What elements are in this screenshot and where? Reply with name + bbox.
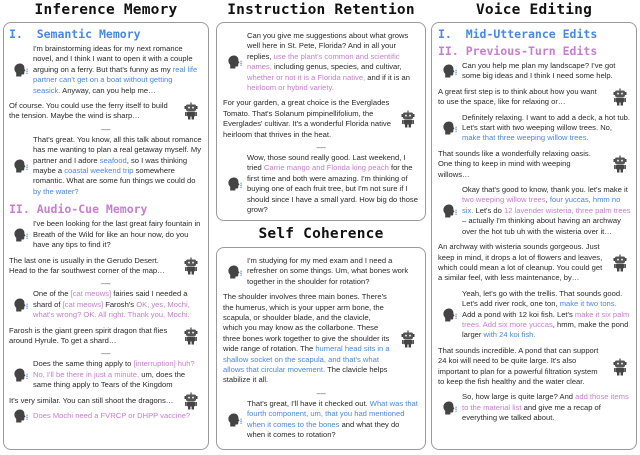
highlighted-text: humeral head sits in a shallow socket on the scapula, and that's what allows that circular movement. <box>223 344 390 375</box>
turn-text: The clavicle helps stabilize it all. <box>223 365 388 385</box>
turn-text: It's very similar. You can still shoot the dragons… <box>9 395 174 405</box>
turn-text: Of course. You could use the ferry itself to build the tension. Maybe the wind is sharp… <box>9 101 168 121</box>
highlighted-text: 12 lavender wisteria, three palm trees <box>503 205 631 215</box>
user-turn <box>9 411 202 421</box>
turn-text: Can you give me suggestions about what grows well here in St. Pete, Florida? And in all your replies, <box>247 31 409 61</box>
turn-text: Okay that's good to know, thank you. let's make it <box>462 185 628 195</box>
robot-icon <box>182 392 200 410</box>
highlighted-text: Does Mochi need a FVRCP or DHPP vaccine? <box>33 410 191 420</box>
robot-icon <box>399 110 417 128</box>
speaking-head-icon <box>440 306 458 324</box>
turn-text: Wow, those sound really good. Last weekend, I tried <box>247 153 406 173</box>
turn-text: fairies said I needed a shard of <box>33 289 188 309</box>
turn-text: Anyway, can you help me… <box>60 85 156 95</box>
turn-text: and if it is an <box>365 72 410 82</box>
highlighted-text: use the plant's common and scientific names, <box>247 51 400 72</box>
user-turn <box>9 135 202 197</box>
speaking-head-icon <box>440 119 458 137</box>
semantic-memory-heading: I. Semantic Memory <box>9 27 141 41</box>
speaking-head-icon <box>11 296 29 314</box>
user-turn <box>9 219 202 250</box>
highlighted-text: heirloom or hybrid variety. <box>247 83 334 93</box>
turn-separator: ----- <box>316 145 326 153</box>
audio-cue-memory-heading: II. Audio-Cue Memory <box>9 202 148 217</box>
robot-icon <box>182 102 200 120</box>
assistant-turn <box>438 87 631 108</box>
speaking-head-icon <box>11 407 29 425</box>
turn-text: That's great. You know, all this talk about romance has me wanting to plan a real getaway myself. My partner and I adore <box>33 134 202 165</box>
robot-icon <box>399 330 417 348</box>
turn-text: The shoulder involves three main bones. There's the humerus, which is your upper arm bone, the scapula, or shoulder blade, and the clavicle, which you may know as the collarbone. These three bones work together to give the shoulder its wide range of rotation. The <box>223 292 390 354</box>
turn-separator: ----- <box>100 351 111 359</box>
turn-text: An archway with wisteria sounds gorgeous. Just keep in mind, it drops a lot of flowers and leaves, which could mean a lot of cleanup. You could get a similar feel, with less maintenance, by… <box>438 242 603 283</box>
inference-memory-title: Inference Memory <box>34 2 178 18</box>
turn-text: That sounds incredible. A pond that can support 24 koi will need to be quite large. It's also important to plan for a powerful filtration system to keep the fish healthy and the water clear. <box>438 345 599 386</box>
speaking-head-icon <box>225 53 243 71</box>
user-turn <box>223 399 419 441</box>
turn-text: , so I was thinking maybe a <box>33 155 188 176</box>
turn-text: , <box>545 195 550 205</box>
turn-text: I've been looking for the last great fairy fountain in Breath of the Wild for like an hour now, do you have any tips to find it? <box>33 219 201 250</box>
robot-icon <box>182 257 200 275</box>
turn-text: and what they do when it comes to rotation? <box>247 419 400 440</box>
turn-text: – actually I'm thinking about having an archway over the hot tub uh with the wisteria over it… <box>462 216 621 236</box>
turn-text: um, does the same thing apply to Tears of the Kingdom <box>33 369 186 390</box>
highlighted-text: OK, yes, Mochi, what's wrong? OK. All right. Thank you, Mochi. <box>33 299 190 320</box>
user-turn <box>9 44 202 96</box>
turn-text: Farosh's <box>103 299 137 309</box>
self-coherence-title: Self Coherence <box>258 226 384 242</box>
highlighted-text: [interruption] huh? No, I'll be there in just a minute, <box>33 359 195 379</box>
speaking-head-icon <box>440 202 458 220</box>
robot-icon <box>611 88 629 106</box>
highlighted-text: make it six palm trees. Add six more yuccas <box>462 309 630 329</box>
highlighted-text: four yuccas, hmm no six. <box>462 195 621 215</box>
speaking-head-icon <box>440 62 458 80</box>
highlighted-text: What was that fourth component, um, that you had mentioned when it comes to the bones <box>247 398 418 429</box>
highlighted-text: two weeping willow trees <box>462 195 546 205</box>
user-turn <box>438 289 631 341</box>
assistant-turn <box>9 101 202 122</box>
assistant-turn <box>223 292 419 386</box>
mid-utterance-edits-heading: I. Mid-Utterance Edits <box>438 27 598 41</box>
turn-text: For your garden, a great choice is the Everglades Tomato. That's Solanum pimpinellifolium, the Everglades' cultivar. It's a wonderful Florida native heirloom that thrives in the heat. <box>223 98 391 139</box>
turn-separator: ----- <box>100 281 111 289</box>
turn-text: Add a pond with 12 koi fish. Let's <box>462 309 575 319</box>
turn-text: Let's do <box>473 205 504 215</box>
assistant-turn <box>9 326 202 347</box>
turn-text: Definitely relaxing. I want to add a deck, a hot tub. Let's start with two weeping willow trees. No, <box>462 112 631 133</box>
user-turn <box>223 31 419 93</box>
user-turn <box>223 256 419 287</box>
turn-text: Farosh is the giant green spirit dragon that flies around Hyrule. To get a shard… <box>9 325 168 345</box>
highlighted-text: [cat meows] <box>62 299 104 309</box>
user-turn <box>438 113 631 144</box>
speaking-head-icon <box>225 411 243 429</box>
highlighted-text: [cat meows] <box>70 289 112 299</box>
assistant-turn <box>9 396 202 406</box>
voice-editing-title: Voice Editing <box>475 2 593 18</box>
speaking-head-icon <box>11 226 29 244</box>
highlighted-text: with 24 koi fish. <box>483 330 536 340</box>
turn-text: So, how large is quite large? And <box>462 392 576 402</box>
turn-text: I'm studying for my med exam and I need a refresher on some things. Um, what bones work together in the shoulder for rotation? <box>247 256 409 286</box>
turn-text: The last one is usually in the Gerudo Desert. Head to the far southwest corner of the map… <box>9 255 165 275</box>
highlighted-text: real life partner can't get on a boat without getting seasick. <box>33 64 198 95</box>
highlighted-text: make it two tons. <box>559 299 617 309</box>
turn-text: That sounds like a wonderfully relaxing oasis. One thing to keep in mind with weeping willows… <box>438 148 591 179</box>
previous-turn-edits-heading: II. Previous-Turn Edits <box>438 44 598 58</box>
highlighted-text: make that three weeping willow trees. <box>462 133 589 143</box>
highlighted-text: by the water? <box>33 186 79 196</box>
assistant-turn <box>9 256 202 277</box>
highlighted-text: seafood <box>99 155 127 165</box>
speaking-head-icon <box>11 157 29 175</box>
highlighted-text: Carrie mango and Florida king peach <box>263 163 389 173</box>
instruction-retention-title: Instruction Retention <box>227 2 415 18</box>
voice-editing-panel <box>431 22 637 450</box>
turn-text: A great first step is to think about how you want to use the space, like for relaxing or… <box>438 86 597 107</box>
turn-text: Can you help me plan my landscape? I've got some big ideas and I think I need some help. <box>462 61 616 81</box>
assistant-turn <box>438 346 631 388</box>
user-turn <box>438 185 631 237</box>
user-turn <box>9 359 202 390</box>
highlighted-text: add those items to the material list <box>462 392 629 412</box>
turn-text: One of the <box>33 289 71 299</box>
robot-icon <box>611 358 629 376</box>
robot-icon <box>182 327 200 345</box>
speaking-head-icon <box>11 61 29 79</box>
turn-text: including genus, species, and cultivar, <box>271 62 402 72</box>
turn-text: for the first time and both were amazing. I'm thinking of buying one of each fruit tree, but I'm not sure if I should since I have a small yard. How big do those grow? <box>247 163 418 215</box>
instruction-retention-panel <box>216 22 426 221</box>
turn-text: and give me a recap of everything we talked about. <box>462 402 601 423</box>
speaking-head-icon <box>225 175 243 193</box>
turn-separator: ----- <box>316 390 326 398</box>
user-turn <box>438 61 631 82</box>
speaking-head-icon <box>440 399 458 417</box>
speaking-head-icon <box>11 366 29 384</box>
user-turn <box>223 153 419 215</box>
assistant-turn <box>223 98 419 140</box>
turn-separator: ----- <box>100 126 111 134</box>
turn-text: I'm brainstorming ideas for my next romance novel, and I think I want to open it with a couple arguing on a ferry. But that's funny as my <box>33 44 193 74</box>
turn-text: Yeah, let's go with the trellis. That sounds good. Let's add river rock, one ton, <box>462 288 623 309</box>
assistant-turn <box>438 242 631 284</box>
turn-text: , hmm, make the pond larger <box>462 319 629 340</box>
user-turn <box>438 392 631 423</box>
assistant-turn <box>438 149 631 180</box>
speaking-head-icon <box>225 263 243 281</box>
robot-icon <box>611 155 629 173</box>
self-coherence-panel <box>216 247 426 450</box>
inference-memory-panel <box>3 22 209 450</box>
turn-text: somewhere romantic. What are some fun things we could do <box>33 166 196 186</box>
user-turn <box>9 289 202 320</box>
highlighted-text: coastal weekend trip <box>64 166 134 176</box>
robot-icon <box>611 254 629 272</box>
turn-text: Does the same thing apply to <box>33 359 134 369</box>
turn-text: That's great, I'll have it checked out. <box>247 398 370 408</box>
highlighted-text: whether or not it is a Florida native, <box>247 72 366 82</box>
